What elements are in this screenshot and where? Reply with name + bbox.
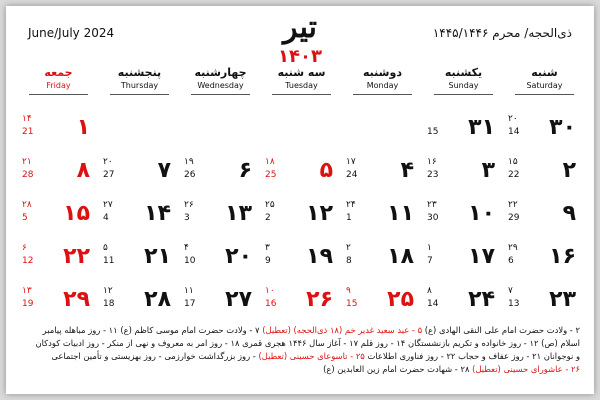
gregorian-day-number: 18 xyxy=(103,299,115,309)
solar-day-number: ۲۰ xyxy=(225,244,252,269)
hijri-day-number: ۱۶ xyxy=(427,157,437,167)
day-cell xyxy=(502,194,582,236)
solar-day-number: ۶ xyxy=(238,158,252,183)
gregorian-day-number: 15 xyxy=(346,299,358,309)
hijri-day-number: ۲۶ xyxy=(184,200,194,210)
hijri-day-number: ۱۷ xyxy=(346,157,356,167)
hijri-day-number: ۲۵ xyxy=(265,200,275,210)
hijri-day-number: ۱۵ xyxy=(508,157,518,167)
gregorian-day-number: 10 xyxy=(184,256,196,266)
solar-day-number: ۱۹ xyxy=(306,244,333,269)
gregorian-day-number: 4 xyxy=(103,213,109,223)
day-cell xyxy=(259,280,339,322)
gregorian-day-number: 26 xyxy=(184,170,196,180)
hijri-day-number: ۸ xyxy=(427,286,432,296)
gregorian-day-number: 2 xyxy=(265,213,271,223)
gregorian-day-number: 16 xyxy=(265,299,277,309)
day-cell xyxy=(502,108,582,150)
gregorian-day-number: 24 xyxy=(346,170,358,180)
weekday-thursday: پنجشنبه Thursday xyxy=(102,66,177,95)
gregorian-day-number: 21 xyxy=(22,127,34,137)
day-cell xyxy=(97,237,177,279)
gregorian-day-number: 17 xyxy=(184,299,196,309)
day-cell xyxy=(502,151,582,193)
solar-day-number: ۴ xyxy=(400,158,414,183)
hijri-day-number: ۵ xyxy=(103,243,108,253)
gregorian-day-number: 23 xyxy=(427,170,439,180)
hijri-day-number: ۴ xyxy=(184,243,189,253)
year-number: ۱۴۰۳ xyxy=(278,46,322,67)
hijri-day-number: ۷ xyxy=(508,286,513,296)
day-cell xyxy=(421,194,501,236)
hijri-day-number: ۲۲ xyxy=(508,200,518,210)
gregorian-day-number: 19 xyxy=(22,299,34,309)
hijri-day-number: ۲۰ xyxy=(103,157,113,167)
solar-day-number: ۲ xyxy=(562,158,576,183)
hijri-day-number: ۲۸ xyxy=(22,200,32,210)
day-cell xyxy=(97,151,177,193)
solar-day-number: ۲۵ xyxy=(387,287,414,312)
hijri-day-number: ۱ xyxy=(427,243,432,253)
solar-day-number: ۱۳ xyxy=(225,201,252,226)
solar-day-number: ۱۶ xyxy=(549,244,576,269)
calendar-page xyxy=(6,6,594,394)
day-cell xyxy=(16,108,96,150)
hijri-day-number: ۲۳ xyxy=(427,200,437,210)
solar-day-number: ۳ xyxy=(481,158,495,183)
gregorian-day-number: 1 xyxy=(346,213,352,223)
solar-day-number: ۵ xyxy=(319,158,333,183)
gregorian-day-number: 15 xyxy=(427,127,439,137)
day-cell xyxy=(340,237,420,279)
day-cell xyxy=(16,151,96,193)
hijri-day-number: ۲۹ xyxy=(508,243,518,253)
hijri-day-number: ۲ xyxy=(346,243,351,253)
solar-day-number: ۱۲ xyxy=(306,201,333,226)
day-cell xyxy=(97,194,177,236)
hijri-day-number: ۲۴ xyxy=(346,200,356,210)
day-cell xyxy=(16,237,96,279)
day-cell xyxy=(97,280,177,322)
day-cell xyxy=(340,151,420,193)
solar-day-number: ۲۳ xyxy=(549,287,576,312)
month-title-block xyxy=(6,12,594,68)
solar-day-number: ۱۴ xyxy=(144,201,171,226)
gregorian-day-number: 9 xyxy=(265,256,271,266)
occasions-line-2: اسلام (ص) ۱۲ - روز خانواده و تکریم بازنشستگان ۱۴ - روز قلم ۱۷ - آغاز سال ۱۴۴۶ هجری قمری ۱۸ - روز امر به معروف و نهی از منکر - روز ادبیات کودکان xyxy=(35,338,580,348)
weekday-monday: دوشنبه Monday xyxy=(345,66,420,95)
solar-day-number: ۲۶ xyxy=(306,287,333,312)
hijri-day-number: ۲۷ xyxy=(103,200,113,210)
gregorian-day-number: 7 xyxy=(427,256,433,266)
gregorian-day-number: 3 xyxy=(184,213,190,223)
solar-day-number: ۳۰ xyxy=(549,115,576,140)
hijri-day-number: ۹ xyxy=(346,286,351,296)
hijri-day-number: ۲۰ xyxy=(508,114,518,124)
gregorian-day-number: 29 xyxy=(508,213,520,223)
gregorian-day-number: 27 xyxy=(103,170,115,180)
gregorian-day-number: 12 xyxy=(22,256,34,266)
day-cell xyxy=(259,151,339,193)
hijri-day-number: ۱۲ xyxy=(103,286,113,296)
gregorian-day-number: 14 xyxy=(508,127,520,137)
solar-day-number: ۱۱ xyxy=(387,201,414,226)
gregorian-day-number: 22 xyxy=(508,170,520,180)
day-cell xyxy=(178,151,258,193)
solar-day-number: ۲۴ xyxy=(468,287,495,312)
solar-day-number: ۲۸ xyxy=(144,287,171,312)
solar-day-number: ۸ xyxy=(76,158,90,183)
hijri-day-number: ۱۱ xyxy=(184,286,194,296)
day-cell xyxy=(340,194,420,236)
gregorian-day-number: 30 xyxy=(427,213,439,223)
solar-day-number: ۲۷ xyxy=(225,287,252,312)
weekday-sunday: یکشنبه Sunday xyxy=(426,66,501,95)
gregorian-day-number: 6 xyxy=(508,256,514,266)
hijri-day-number: ۱۳ xyxy=(22,286,32,296)
hijri-day-number: ۳ xyxy=(265,243,270,253)
hijri-day-number: ۲۱ xyxy=(22,157,32,167)
solar-day-number: ۱۷ xyxy=(468,244,495,269)
gregorian-day-number: 25 xyxy=(265,170,277,180)
day-cell xyxy=(421,151,501,193)
day-cell xyxy=(259,194,339,236)
day-cell xyxy=(502,237,582,279)
day-cell xyxy=(16,194,96,236)
gregorian-months: June/July 2024 xyxy=(28,26,115,40)
day-cell xyxy=(502,280,582,322)
hijri-day-number: ۱۸ xyxy=(265,157,275,167)
hijri-day-number: ۱۰ xyxy=(265,286,275,296)
occasions-line-3: و نوجوانان ۲۱ - روز عفاف و حجاب ۲۲ - روز فناوری اطلاعات ۲۵ - تاسوعای حسینی (تعطیل) - روز بزرگداشت خوارزمی - روز بهزیستی و تأمین اجتماعی xyxy=(51,351,580,361)
gregorian-day-number: 14 xyxy=(427,299,439,309)
solar-day-number: ۹ xyxy=(562,201,576,226)
weekday-wednesday: چهارشنبه Wednesday xyxy=(183,66,258,95)
gregorian-day-number: 28 xyxy=(22,170,34,180)
gregorian-day-number: 11 xyxy=(103,256,115,266)
day-cell xyxy=(259,237,339,279)
weekday-friday: جمعه Friday xyxy=(21,66,96,95)
day-cell xyxy=(421,237,501,279)
occasions-line-4: ۲۶ - عاشورای حسینی (تعطیل) ۲۸ - شهادت حضرت امام زین العابدین (ع) xyxy=(323,364,580,374)
solar-day-number: ۷ xyxy=(157,158,171,183)
gregorian-day-number: 5 xyxy=(22,213,28,223)
weekday-tuesday: سه شنبه Tuesday xyxy=(264,66,339,95)
hijri-day-number: ۱۹ xyxy=(184,157,194,167)
occasions-footer xyxy=(20,324,580,376)
day-cell xyxy=(178,280,258,322)
month-name: تیر xyxy=(283,10,317,45)
hijri-day-number: ۱۴ xyxy=(22,114,32,124)
day-cell xyxy=(178,194,258,236)
occasions-line-1: ۲ - ولادت حضرت امام علی النقی الهادی (ع) ۵ - عید سعید غدیر خم (۱۸ ذی‌الحجه) (تعطیل) ۷ - ولادت حضرت امام موسی کاظم (ع) ۱۱ - روز مباهله پیامبر xyxy=(42,325,580,335)
hijri-months: ذی‌الحجه/ محرم ۱۴۴۵/۱۴۴۶ xyxy=(432,26,572,40)
solar-day-number: ۳۱ xyxy=(468,115,495,140)
solar-day-number: ۱۸ xyxy=(387,244,414,269)
day-cell xyxy=(421,280,501,322)
solar-day-number: ۱۵ xyxy=(63,201,90,226)
gregorian-day-number: 8 xyxy=(346,256,352,266)
day-cell xyxy=(421,108,501,150)
solar-day-number: ۲۱ xyxy=(144,244,171,269)
gregorian-day-number: 13 xyxy=(508,299,520,309)
solar-day-number: ۲۲ xyxy=(63,244,90,269)
hijri-day-number: ۶ xyxy=(22,243,27,253)
solar-day-number: ۲۹ xyxy=(63,287,90,312)
day-cell xyxy=(16,280,96,322)
day-cell xyxy=(340,280,420,322)
solar-day-number: ۱۰ xyxy=(468,201,495,226)
weekday-saturday: شنبه Saturday xyxy=(507,66,582,95)
solar-day-number: ۱ xyxy=(76,115,90,140)
day-cell xyxy=(178,237,258,279)
